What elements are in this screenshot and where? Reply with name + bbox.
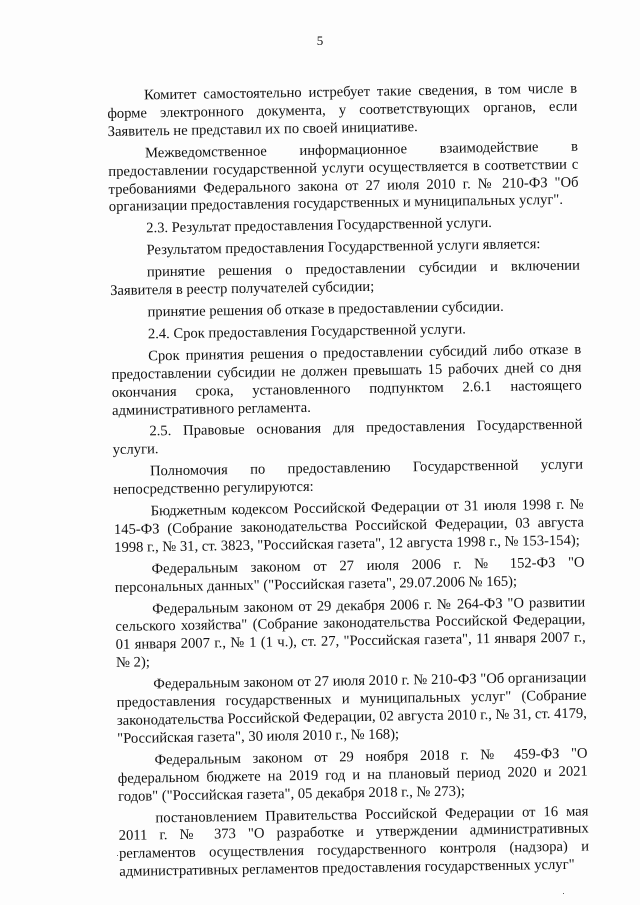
list-item-law-264: Федеральным законом от 29 декабря 2006 г. № 264-ФЗ "О развитии сельского хозяйства" (Собрание законодательства Российской Федерации, 01 января 2007 г., № 1 (1 ч.), ст. 27, "Российская газета", 11 января 2007 г., № 2); (115, 594, 586, 672)
paragraph-committee-requests: Комитет самостоятельно истребует такие сведения, в том числе в форме электронного документа, у соответствующих органов, если Заявитель не представил их по своей инициативе. (107, 80, 578, 140)
list-item-law-210: Федеральным законом от 27 июля 2010 г. № 210-ФЗ "Об организации предоставления государственных и муниципальных услуг" (Собрание законодательства Российской Федерации, 02 августа 2010 г., № 31, ст. 4179, "Российская газета", 30 июля 2010 г., № 168); (116, 669, 588, 747)
list-item-budget-code: Бюджетным кодексом Российской Федерации от 31 июля 1998 г. № 145-ФЗ (Собрание законодательства Российской Федерации, 03 августа 1998 г., № 31, ст. 3823, "Российская газета", 12 августа 1998 г., № 153-154); (113, 496, 585, 556)
page-number: 5 (316, 33, 324, 48)
list-item-refusal-decision: принятие решения об отказе в предоставлении субсидии. (147, 298, 504, 321)
list-item-law-459: Федеральным законом от 29 ноября 2018 г. № 459-ФЗ "О федеральном бюджете на 2019 год и на плановый период 2020 и 2021 годов" ("Российская газета", 05 декабря 2018 г., № 273); (117, 745, 588, 805)
list-item-resolution-373: постановлением Правительства Российской Федерации от 16 мая 2011 г. № 373 "О разработке и утверждении административных регламентов осуществления государственного контроля (надзора) и административных регламентов предоставления государственных услуг" (118, 803, 590, 881)
scan-speck (563, 893, 564, 894)
section-heading-2-3: 2.3. Результат предоставления Государственной услуги. (146, 215, 493, 237)
document-body (107, 81, 589, 882)
paragraph-powers-intro: Полномочия по предоставлению Государственной услуги непосредственно регулируются: (113, 456, 584, 499)
section-heading-2-4: 2.4. Срок предоставления Государственной услуги. (147, 321, 466, 343)
paragraph-result-intro: Результатом предоставления Государственной услуги является: (146, 236, 541, 259)
paragraph-interagency-interaction: Межведомственное информационное взаимодействие в предоставлении государственной услуги осуществляется в соответствии с требованиями Федерального закона от 27 июля 2010 г. № 210-ФЗ "Об организации предоставления государственных и муниципальных услуг". (108, 138, 579, 216)
section-heading-2-5: 2.5. Правовые основания для предоставления Государственной услуги. (112, 416, 583, 459)
scan-speck (117, 855, 118, 856)
list-item-grant-decision: принятие решения о предоставлении субсидии и включении Заявителя в реестр получателей субсидии; (110, 257, 580, 300)
list-item-law-152: Федеральным законом от 27 июля 2006 г. № 152-ФЗ "О персональных данных" ("Российская газета", 29.07.2006 № 165); (114, 554, 585, 596)
paragraph-decision-term: Срок принятия решения о предоставлении субсидий либо отказе в предоставлении субсидии не должен превышать 15 рабочих дней со дня окончания срока, установленного подпунктом 2.6.1 настоящего административного регламента. (111, 341, 582, 419)
